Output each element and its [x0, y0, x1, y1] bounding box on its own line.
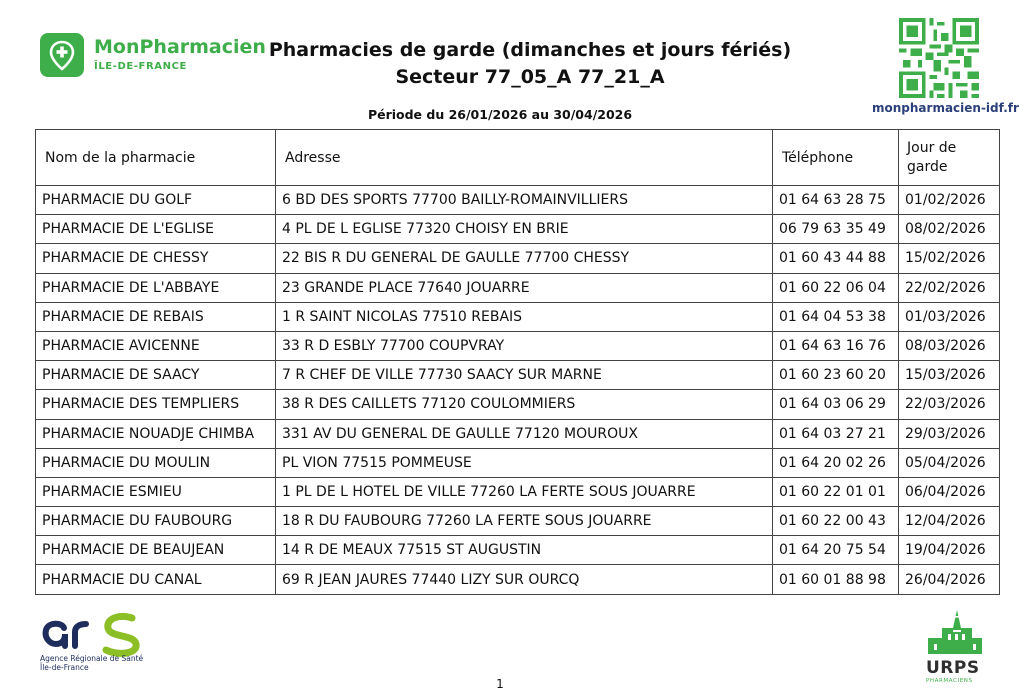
cell-phone: 01 60 22 01 01	[773, 477, 899, 506]
table-row	[36, 302, 1000, 331]
cell-duty-date: 05/04/2026	[899, 448, 1000, 477]
cell-duty-date: 01/02/2026	[899, 186, 1000, 215]
cell-duty-date: 22/03/2026	[899, 390, 1000, 419]
cell-pharmacy-name: PHARMACIE AVICENNE	[36, 331, 276, 360]
cell-duty-date: 19/04/2026	[899, 536, 1000, 565]
cell-address: 6 BD DES SPORTS 77700 BAILLY-ROMAINVILLIERS	[276, 186, 773, 215]
cell-pharmacy-name: PHARMACIE ESMIEU	[36, 477, 276, 506]
table-row	[36, 419, 1000, 448]
cell-duty-date: 15/02/2026	[899, 244, 1000, 273]
cell-pharmacy-name: PHARMACIE DE CHESSY	[36, 244, 276, 273]
cell-address: 23 GRANDE PLACE 77640 JOUARRE	[276, 273, 773, 302]
cell-pharmacy-name: PHARMACIE DE REBAIS	[36, 302, 276, 331]
cell-pharmacy-name: PHARMACIE DE L'ABBAYE	[36, 273, 276, 302]
cell-pharmacy-name: PHARMACIE DE BEAUJEAN	[36, 536, 276, 565]
page-number: 1	[496, 677, 504, 691]
cell-duty-date: 01/03/2026	[899, 302, 1000, 331]
cell-address: 331 AV DU GENERAL DE GAULLE 77120 MOUROUX	[276, 419, 773, 448]
table-row	[36, 565, 1000, 594]
table-row	[36, 331, 1000, 360]
urps-subtitle: PHARMACIENS	[926, 678, 973, 684]
cell-phone: 01 64 20 02 26	[773, 448, 899, 477]
cell-address: 14 R DE MEAUX 77515 ST AUGUSTIN	[276, 536, 773, 565]
cell-address: 69 R JEAN JAURES 77440 LIZY SUR OURCQ	[276, 565, 773, 594]
cell-address: 1 PL DE L HOTEL DE VILLE 77260 LA FERTE SOUS JOUARRE	[276, 477, 773, 506]
brand-name: MonPharmacien	[94, 36, 266, 58]
website-link[interactable]: monpharmacien-idf.fr	[872, 101, 1019, 115]
cell-pharmacy-name: PHARMACIE DU MOULIN	[36, 448, 276, 477]
cell-pharmacy-name: PHARMACIE DU CANAL	[36, 565, 276, 594]
ars-subtitle	[40, 654, 143, 672]
urps-label: URPS	[926, 658, 980, 678]
header-date: Jour de garde	[899, 130, 1000, 186]
table-row	[36, 273, 1000, 302]
cell-pharmacy-name: PHARMACIE DU FAUBOURG	[36, 507, 276, 536]
cell-duty-date: 15/03/2026	[899, 361, 1000, 390]
cell-duty-date: 26/04/2026	[899, 565, 1000, 594]
table-row	[36, 244, 1000, 273]
cell-phone: 01 64 04 53 38	[773, 302, 899, 331]
qr-code-icon	[899, 18, 979, 98]
cell-address: 33 R D ESBLY 77700 COUPVRAY	[276, 331, 773, 360]
cell-phone: 01 64 03 06 29	[773, 390, 899, 419]
table-row	[36, 448, 1000, 477]
cell-address: 38 R DES CAILLETS 77120 COULOMMIERS	[276, 390, 773, 419]
cell-address: PL VION 77515 POMMEUSE	[276, 448, 773, 477]
cell-address: 22 BIS R DU GENERAL DE GAULLE 77700 CHESSY	[276, 244, 773, 273]
cell-phone: 01 64 20 75 54	[773, 536, 899, 565]
table-row	[36, 477, 1000, 506]
ars-subtitle-line-1: Agence Régionale de Santé	[40, 654, 144, 663]
table-row	[36, 186, 1000, 215]
table-row	[36, 361, 1000, 390]
cell-address: 7 R CHEF DE VILLE 77730 SAACY SUR MARNE	[276, 361, 773, 390]
header-address: Adresse	[276, 130, 773, 186]
urps-building-icon	[920, 608, 990, 658]
cell-phone: 01 60 01 88 98	[773, 565, 899, 594]
brand-region: ÎLE-DE-FRANCE	[94, 61, 187, 72]
cell-phone: 01 64 63 16 76	[773, 331, 899, 360]
cell-phone: 06 79 63 35 49	[773, 215, 899, 244]
cell-duty-date: 12/04/2026	[899, 507, 1000, 536]
table-header-row	[36, 130, 1000, 186]
table-row	[36, 536, 1000, 565]
cell-duty-date: 22/02/2026	[899, 273, 1000, 302]
cell-phone: 01 60 22 06 04	[773, 273, 899, 302]
title-line-2: Secteur 77_05_A 77_21_A	[395, 66, 665, 88]
cell-pharmacy-name: PHARMACIE DE L'EGLISE	[36, 215, 276, 244]
cell-phone: 01 64 03 27 21	[773, 419, 899, 448]
cell-pharmacy-name: PHARMACIE DES TEMPLIERS	[36, 390, 276, 419]
cell-pharmacy-name: PHARMACIE DU GOLF	[36, 186, 276, 215]
cell-address: 4 PL DE L EGLISE 77320 CHOISY EN BRIE	[276, 215, 773, 244]
period-label: Période du 26/01/2026 au 30/04/2026	[367, 107, 633, 122]
table-row	[36, 507, 1000, 536]
cell-duty-date: 06/04/2026	[899, 477, 1000, 506]
cell-pharmacy-name: PHARMACIE NOUADJE CHIMBA	[36, 419, 276, 448]
monpharmacien-logo	[40, 33, 266, 81]
cell-duty-date: 08/02/2026	[899, 215, 1000, 244]
cell-pharmacy-name: PHARMACIE DE SAACY	[36, 361, 276, 390]
table-row	[36, 215, 1000, 244]
title-line-1: Pharmacies de garde (dimanches et jours fériés)	[268, 39, 792, 61]
cell-phone: 01 60 43 44 88	[773, 244, 899, 273]
cell-duty-date: 29/03/2026	[899, 419, 1000, 448]
header-name: Nom de la pharmacie	[36, 130, 276, 186]
cell-address: 18 R DU FAUBOURG 77260 LA FERTE SOUS JOUARRE	[276, 507, 773, 536]
ars-subtitle-line-2: Île-de-France	[40, 663, 89, 672]
table-row	[36, 390, 1000, 419]
cell-duty-date: 08/03/2026	[899, 331, 1000, 360]
ars-logo	[40, 612, 150, 678]
page-title	[260, 37, 800, 91]
cell-phone: 01 64 63 28 75	[773, 186, 899, 215]
map-pin-plus-icon	[40, 33, 84, 77]
cell-phone: 01 60 23 60 20	[773, 361, 899, 390]
cell-phone: 01 60 22 00 43	[773, 507, 899, 536]
pharmacy-table	[35, 129, 1000, 595]
cell-address: 1 R SAINT NICOLAS 77510 REBAIS	[276, 302, 773, 331]
header-phone: Téléphone	[773, 130, 899, 186]
ars-logo-icon	[40, 612, 150, 654]
